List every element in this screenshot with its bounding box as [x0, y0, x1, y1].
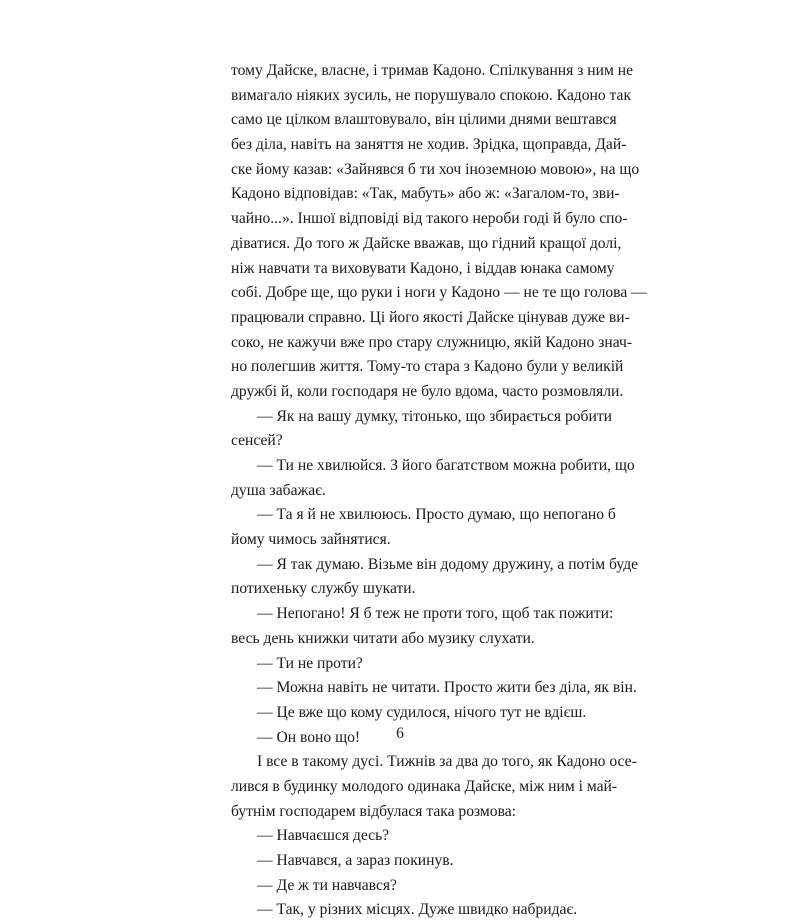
paragraph-line: Кадоно відповідав: «Так, мабуть» або ж: «Загалом-то, зви- [231, 185, 620, 203]
paragraph-line: чайно...». Іншої відповіді від такого нероби годі й було спо- [231, 210, 628, 228]
paragraph-line: працювали справно. Ці його якості Дайске цінував дуже ви- [231, 308, 630, 326]
paragraph-line-indented: — Непогано! Я б теж не проти того, щоб так пожити: [257, 605, 614, 623]
body-text [231, 59, 647, 923]
paragraph-line-indented: — Як на вашу думку, тітонько, що збирається робити [257, 407, 612, 425]
paragraph-line: ске йому казав: «Зайнявся б ти хоч іноземною мовою», на що [231, 160, 640, 178]
paragraph-line: весь день книжки читати або музику слухати. [231, 629, 535, 647]
paragraph-line: вимагало ніяких зусиль, не порушувало спокою. Кадоно так [231, 86, 632, 104]
paragraph-line-indented: — Ти не проти? [257, 654, 363, 672]
paragraph-line-indented: — Де ж ти навчався? [257, 876, 397, 894]
paragraph-line: йому чимось зайнятися. [231, 531, 391, 549]
paragraph-line: лився в будинку молодого одинака Дайске, між ним і май- [231, 777, 618, 795]
paragraph-line: без діла, навіть на заняття не ходив. Зрідка, щоправда, Дай- [231, 136, 627, 154]
paragraph-line: душа забажає. [231, 481, 326, 499]
paragraph-line: сенсей? [231, 432, 283, 450]
paragraph-line-indented: — Он воно що! [257, 728, 361, 746]
paragraph-line: потихеньку службу шукати. [231, 580, 416, 598]
page-number: 6 [396, 725, 404, 742]
paragraph-line: соко, не кажучи вже про стару служницю, якій Кадоно знач- [231, 333, 633, 351]
paragraph-line-indented: І все в такому дусі. Тижнів за два до того, як Кадоно осе- [257, 753, 637, 771]
paragraph-line: бутнім господарем відбулася така розмова: [231, 802, 517, 820]
paragraph-line-indented: — Ти не хвилюйся. З його багатством можна робити, що [257, 457, 635, 474]
paragraph-line-indented: — Навчаєшся десь? [257, 827, 390, 845]
paragraph-line-indented: — Можна навіть не читати. Просто жити без діла, як він. [257, 679, 637, 697]
paragraph-line: собі. Добре ще, що руки і ноги у Кадоно — не те що голова — [231, 284, 647, 302]
paragraph-line-indented: — Я так думаю. Візьме він додому дружину, а потім буде [257, 555, 639, 573]
paragraph-line: но полегшив життя. Тому-то стара з Кадоно були у великій [231, 358, 624, 376]
paragraph-line: тому Дайске, власне, і тримав Кадоно. Спілкування з ним не [231, 62, 633, 79]
paragraph-line: діватися. До того ж Дайске вважав, що гідний кращої долі, [231, 234, 622, 252]
paragraph-line: ніж навчати та виховувати Кадоно, і віддав юнака самому [231, 259, 615, 277]
paragraph-line: дружбі й, коли господаря не було вдома, часто розмовляли. [231, 382, 624, 400]
paragraph-line: само це цілком влаштовувало, він цілими днями вештався [231, 111, 617, 129]
paragraph-line-indented: — Навчався, а зараз покинув. [257, 852, 454, 869]
paragraph-line-indented: — Так, у різних місцях. Дуже швидко набридає. [257, 901, 578, 919]
paragraph-line-indented: — Та я й не хвилююсь. Просто думаю, що непогано б [257, 506, 616, 524]
paragraph-line-indented: — Це вже що кому судилося, нічого тут не вдієш. [257, 703, 587, 721]
